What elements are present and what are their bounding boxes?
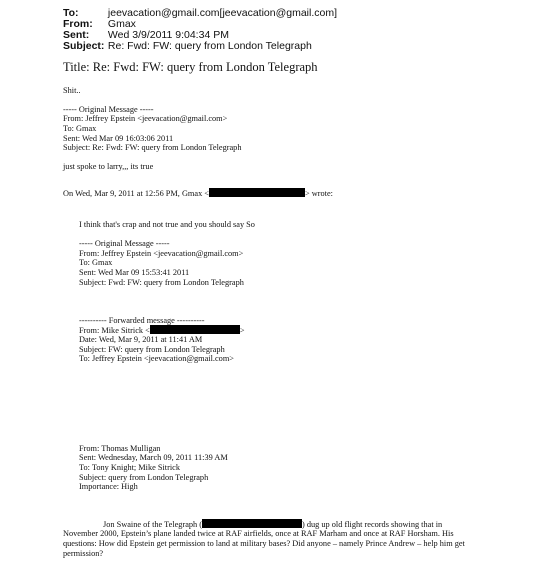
orig3-sent: Sent: Wednesday, March 09, 2011 11:39 AM — [79, 453, 228, 462]
redaction-box — [150, 325, 240, 334]
sent-value: Wed 3/9/2011 9:04:34 PM — [107, 29, 229, 41]
subject-label: Subject: — [63, 40, 105, 52]
fwd-date: Date: Wed, Mar 9, 2011 at 11:41 AM — [79, 335, 203, 344]
fwd-from-suffix: > — [239, 326, 245, 335]
fwd-from-prefix: From: Mike Sitrick < — [79, 326, 150, 335]
message-larry: just spoke to larry,,, its true — [63, 162, 154, 171]
paragraph-rest: ) dug up old flight records showing that in — [302, 520, 443, 529]
orig1-subject: Subject: Re: Fwd: FW: query from London Telegraph — [63, 143, 242, 152]
fwd-to: To: Jeffrey Epstein <jeevacation@gmail.com> — [79, 354, 234, 363]
paragraph-line-3: questions: How did Epstein get permission to land at military bases? Did anyone – namely Prince Andrew – help him get — [63, 539, 465, 548]
paragraph-prefix: Jon Swaine of the Telegraph ( — [103, 520, 203, 529]
redaction-box — [209, 188, 305, 197]
orig3-from: From: Thomas Mulligan — [79, 444, 161, 453]
orig2-subject: Subject: Fwd: FW: query from London Telegraph — [79, 278, 244, 287]
document-title: Title: Re: Fwd: FW: query from London Telegraph — [63, 60, 318, 74]
from-value: Gmax — [107, 18, 136, 30]
paragraph-line-2: November 2000, Epstein’s plane landed twice at RAF airfields, once at RAF Marham and once at RAF Horsham. His — [63, 529, 454, 538]
orig3-to: To: Tony Knight; Mike Sitrick — [79, 463, 181, 472]
fwd-separator: ---------- Forwarded message ---------- — [79, 316, 205, 325]
reply-text: Shit.. — [63, 86, 81, 95]
sent-label: Sent: — [63, 29, 90, 41]
message-crap: I think that's crap and not true and you should say So — [79, 220, 255, 229]
orig3-importance: Importance: High — [79, 482, 138, 491]
on-wrote-line — [63, 188, 333, 199]
orig2-separator: ----- Original Message ----- — [79, 239, 170, 248]
redaction-box — [202, 519, 302, 528]
subject-value: Re: Fwd: FW: query from London Telegraph — [107, 40, 312, 52]
orig2-to: To: Gmax — [79, 258, 113, 267]
from-label: From: — [63, 18, 93, 30]
on-wrote-suffix: > wrote: — [304, 189, 333, 198]
on-wrote-prefix: On Wed, Mar 9, 2011 at 12:56 PM, Gmax < — [63, 189, 209, 198]
orig1-separator: ----- Original Message ----- — [63, 105, 154, 114]
fwd-subject: Subject: FW: query from London Telegraph — [79, 345, 225, 354]
email-header-subject — [63, 40, 312, 52]
to-label: To: — [63, 7, 79, 19]
orig1-to: To: Gmax — [63, 124, 97, 133]
orig3-subject: Subject: query from London Telegraph — [79, 473, 209, 482]
orig2-from: From: Jeffrey Epstein <jeevacation@gmail.com> — [79, 249, 244, 258]
paragraph-line-4: permission? — [63, 549, 104, 558]
orig1-sent: Sent: Wed Mar 09 16:03:06 2011 — [63, 134, 174, 143]
to-value: jeevacation@gmail.com[jeevacation@gmail.com] — [107, 7, 338, 19]
orig2-sent: Sent: Wed Mar 09 15:53:41 2011 — [79, 268, 190, 277]
orig1-from: From: Jeffrey Epstein <jeevacation@gmail.com> — [63, 114, 228, 123]
